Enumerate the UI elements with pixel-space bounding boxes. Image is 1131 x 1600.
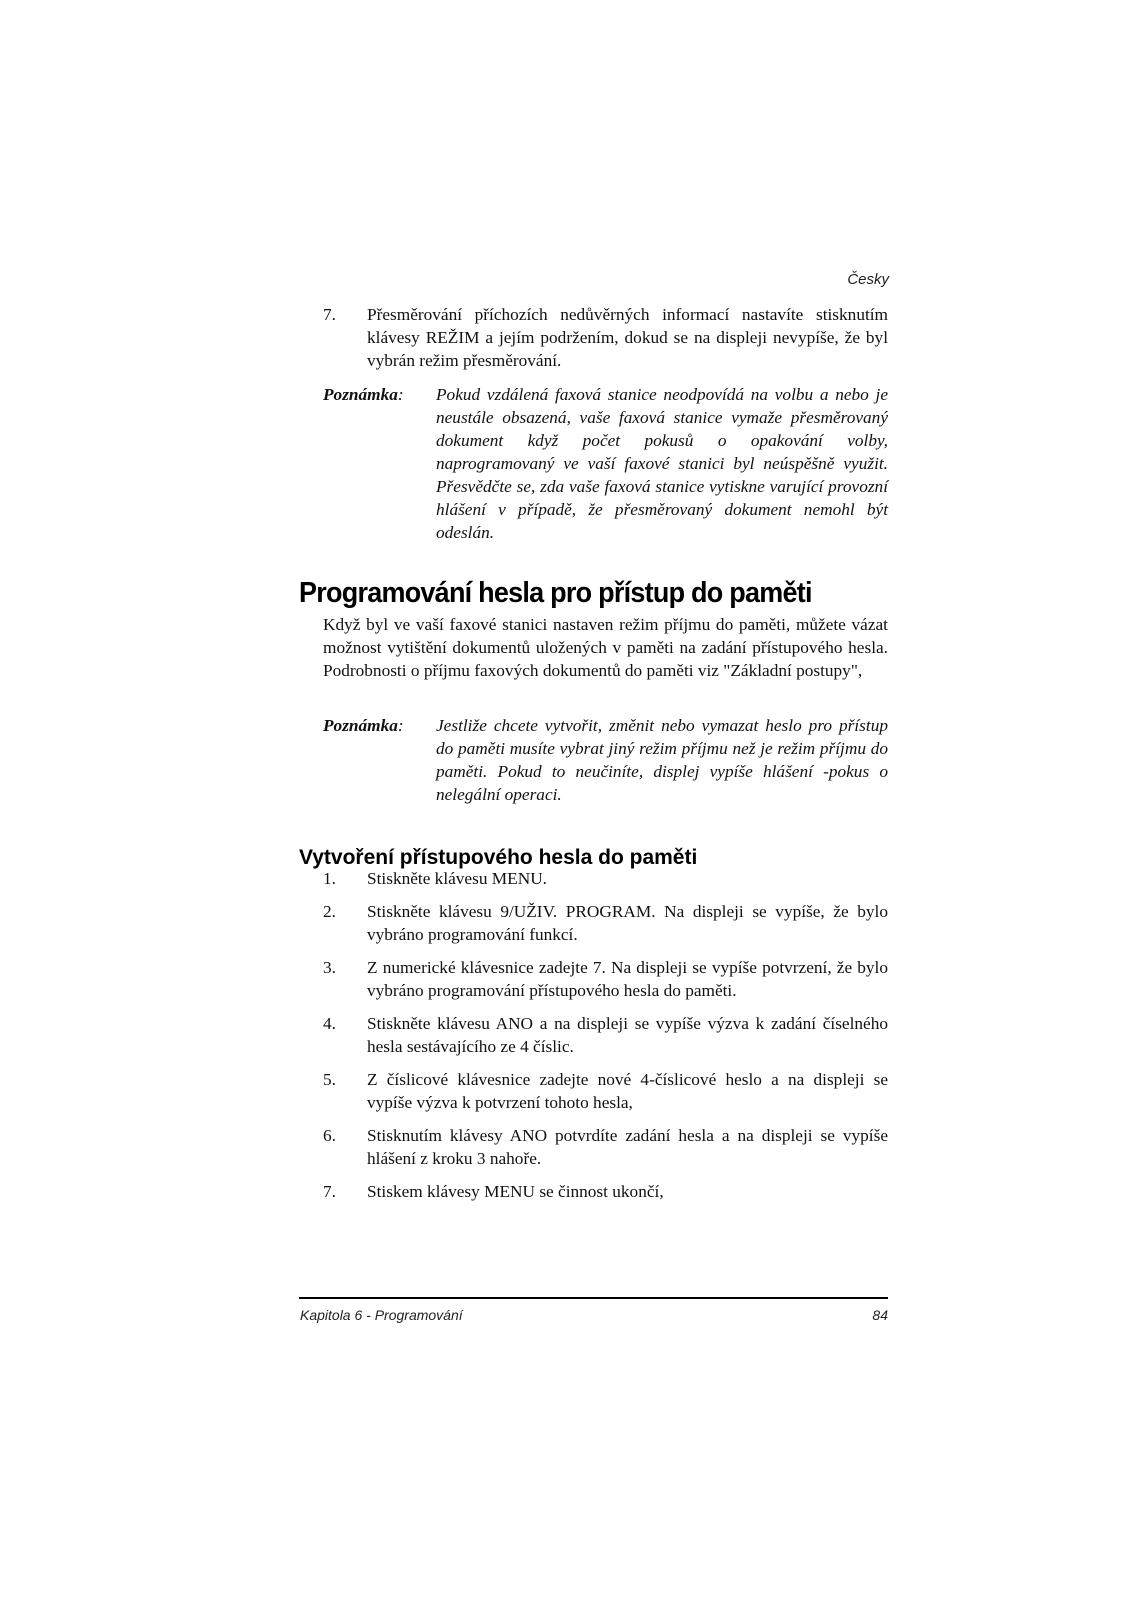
note-label-colon: : [397, 385, 404, 404]
list-item-number: 7. [323, 305, 336, 324]
step-text: Z numerické klávesnice zadejte 7. Na displeji se vypíše potvrzení, že bylo vybráno programování přístupového hesla do paměti. [367, 958, 888, 1000]
step-text: Z číslicové klávesnice zadejte nové 4-číslicové heslo a na displeji se vypíše výzva k potvrzení tohoto hesla, [367, 1070, 888, 1112]
note-block [323, 714, 888, 806]
step-number: 5. [323, 1070, 336, 1089]
footer-chapter: Kapitola 6 - Programování [300, 1307, 463, 1323]
step-text: Stisknutím klávesy ANO potvrdíte zadání hesla a na displeji se vypíše hlášení z kroku 3 nahoře. [367, 1126, 888, 1168]
list-item [323, 303, 888, 372]
note-block [323, 383, 888, 544]
footer-divider [299, 1297, 888, 1299]
subsection-heading: Vytvoření přístupového hesla do paměti [299, 846, 698, 869]
step-item [323, 867, 888, 890]
step-text: Stiskněte klávesu MENU. [367, 869, 547, 888]
note-text: Pokud vzdálená faxová stanice neodpovídá na volbu a nebo je neustále obsazená, vaše faxová stanice vymaže přesměrovaný dokument když počet pokusů o opakování volby, naprogramovaný ve vaší faxové stanici byl neúspěšně využit. Přesvědčte se, zda vaše faxová stanice vytiskne varující provozní hlášení v případě, že přesměrovaný dokument nemohl být odeslán. [436, 385, 888, 542]
header-language: Česky [847, 271, 889, 288]
note-label-text: Poznámka [323, 385, 398, 404]
step-item [323, 1068, 888, 1114]
step-text: Stiskněte klávesu 9/UŽIV. PROGRAM. Na displeji se vypíše, že bylo vybráno programování funkcí. [367, 902, 888, 944]
section-heading: Programování hesla pro přístup do paměti [299, 577, 812, 609]
step-number: 3. [323, 958, 336, 977]
step-text: Stiskem klávesy MENU se činnost ukončí, [367, 1182, 664, 1201]
note-text: Jestliže chcete vytvořit, změnit nebo vymazat heslo pro přístup do paměti musíte vybrat jiný režim příjmu než je režim příjmu do paměti. Pokud to neučiníte, displej vypíše hlášení -pokus o nelegální operaci. [436, 716, 888, 804]
note-label [323, 383, 404, 406]
footer-page-number: 84 [872, 1307, 888, 1323]
note-label-colon: : [397, 716, 404, 735]
section-paragraph: Když byl ve vaší faxové stanici nastaven režim příjmu do paměti, můžete vázat možnost vytištění dokumentů uložených v paměti na zadání přístupového hesla. Podrobnosti o příjmu faxových dokumentů do paměti viz "Základní postupy", [323, 615, 888, 680]
step-item [323, 1124, 888, 1170]
step-item [323, 956, 888, 1002]
step-text: Stiskněte klávesu ANO a na displeji se vypíše výzva k zadání číselného hesla sestávajícího ze 4 číslic. [367, 1014, 888, 1056]
note-label-text: Poznámka [323, 716, 398, 735]
list-item-text: Přesměrování příchozích nedůvěrných informací nastavíte stisknutím klávesy REŽIM a jejím podržením, dokud se na displeji nevypíše, že byl vybrán režim přesměrování. [367, 305, 888, 370]
step-number: 7. [323, 1182, 336, 1201]
step-item [323, 900, 888, 946]
step-item [323, 1180, 888, 1203]
step-item [323, 1012, 888, 1058]
step-number: 2. [323, 902, 336, 921]
step-number: 1. [323, 869, 336, 888]
step-number: 6. [323, 1126, 336, 1145]
step-number: 4. [323, 1014, 336, 1033]
note-label [323, 714, 404, 737]
